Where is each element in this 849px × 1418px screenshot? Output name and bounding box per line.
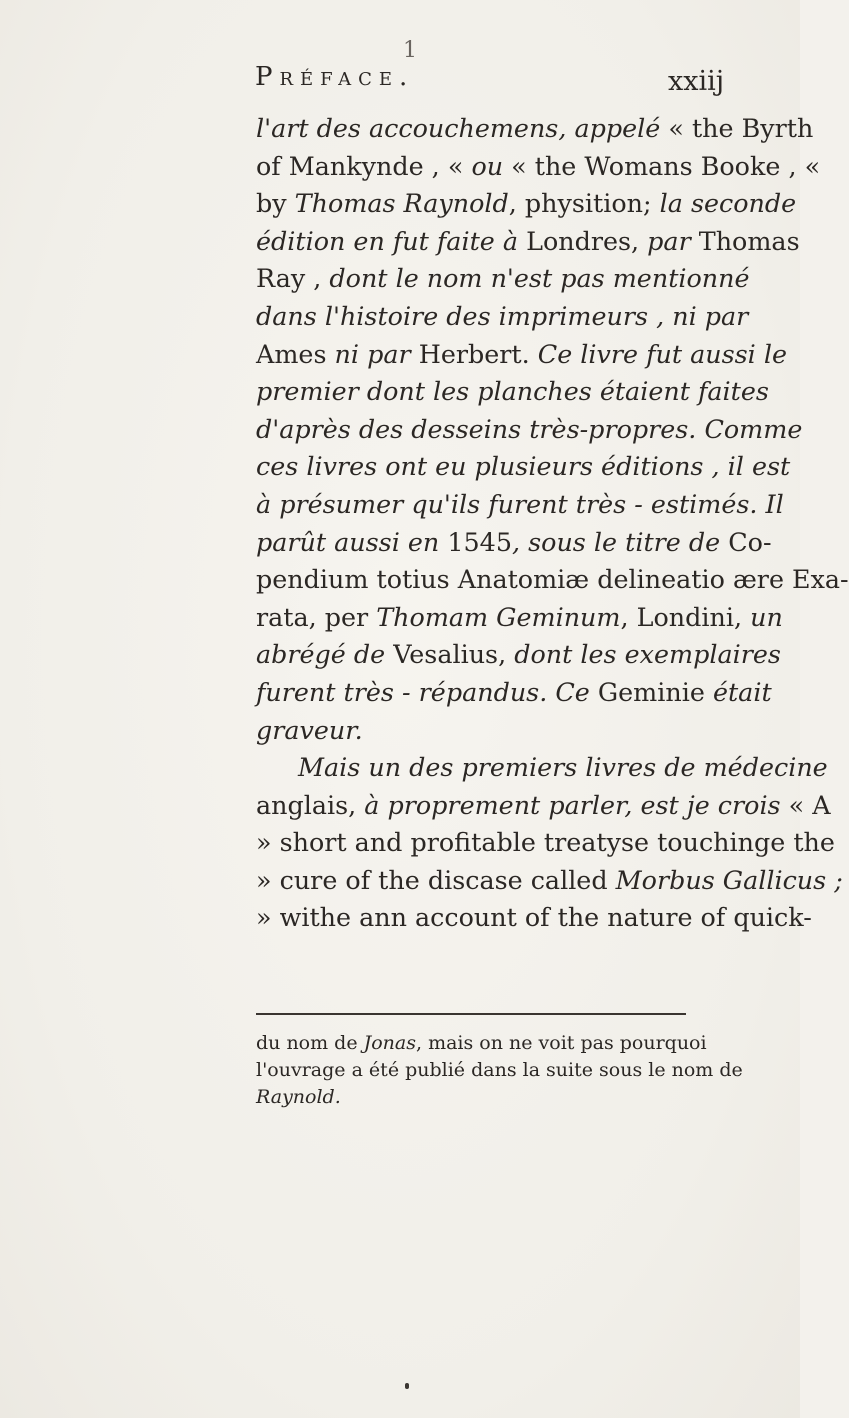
roman-text: rata, per	[256, 601, 377, 632]
roman-text: « the Byrth	[668, 113, 814, 143]
italic-text: ou	[471, 150, 504, 181]
roman-text: Co-	[728, 526, 772, 557]
body-line	[256, 824, 835, 862]
roman-text: Ray ,	[256, 263, 330, 294]
roman-text: » short and profitable treatyse touchinge the	[256, 827, 835, 858]
ink-speck	[405, 1383, 409, 1389]
footnote-line	[256, 1084, 686, 1111]
italic-text: à proprement parler, est je crois	[364, 789, 781, 820]
roman-text: l'ouvrage a été publié dans la suite sous le nom de	[256, 1059, 743, 1081]
roman-text: anglais,	[256, 789, 365, 820]
body-line	[256, 298, 749, 336]
body-line	[256, 524, 772, 562]
italic-text: à présumer qu'ils furent très - estimés. Il	[256, 488, 784, 519]
italic-text: la seconde	[659, 188, 797, 219]
body-line	[256, 148, 821, 186]
body-line	[256, 599, 783, 637]
body-line	[256, 561, 849, 599]
italic-text: ni par	[334, 338, 411, 369]
roman-text: , Londini,	[620, 601, 751, 632]
italic-text: l'art des accouchemens, appelé	[256, 113, 669, 143]
italic-text: graveur.	[256, 714, 363, 745]
roman-text: Geminie	[597, 676, 713, 707]
body-line	[256, 712, 686, 750]
italic-text: Thomas Raynold	[294, 188, 509, 219]
italic-text: un	[750, 601, 783, 632]
body-line	[256, 336, 788, 374]
italic-text: dans l'histoire des imprimeurs , ni par	[256, 300, 749, 331]
roman-text: « the Womans Booke , «	[503, 150, 821, 181]
roman-text: , physition;	[508, 188, 660, 219]
body-line	[256, 787, 831, 825]
body-line	[256, 260, 750, 298]
body-line	[256, 448, 791, 486]
italic-text: furent très - répandus. Ce	[256, 676, 598, 707]
roman-text: » withe ann account of the nature of quick-	[256, 902, 812, 933]
body-line	[256, 110, 814, 148]
footnote-line	[256, 1030, 707, 1057]
italic-text: parût aussi en	[256, 526, 448, 557]
roman-text: Londres,	[526, 225, 648, 256]
italic-text: d'après des desseins très-propres. Comme	[256, 413, 803, 444]
roman-text: 1545	[447, 526, 512, 557]
italic-text: Jonas	[363, 1032, 416, 1054]
page-header	[0, 62, 800, 102]
roman-text: Thomas	[690, 225, 800, 256]
italic-text: ces livres ont eu plusieurs éditions , il est	[256, 451, 791, 482]
top-mark: 1	[403, 38, 417, 63]
roman-text: pendium totius Anatomiæ delineatio ære Exa-	[256, 564, 849, 595]
roman-text: Herbert.	[410, 338, 538, 369]
footnote	[256, 1030, 743, 1111]
body-line	[256, 862, 843, 900]
italic-text: Thomam Geminum	[376, 601, 621, 632]
italic-text: était	[712, 676, 772, 707]
italic-text: Ce livre fut aussi le	[537, 338, 788, 369]
italic-text: par	[647, 225, 691, 256]
body-line	[256, 749, 828, 787]
italic-text: Mais un des premiers livres de médecine	[298, 752, 828, 783]
italic-text: dont les exemplaires	[514, 639, 781, 670]
roman-text: » cure of the discase called	[256, 864, 616, 895]
body-line	[256, 223, 800, 261]
italic-text: édition en fut faite à	[256, 225, 527, 256]
italic-text: Morbus Gallicus ;	[615, 864, 843, 895]
running-title: Préface.	[255, 62, 415, 92]
body-line	[256, 486, 784, 524]
roman-text: « A	[780, 789, 831, 820]
roman-text: of Mankynde , «	[256, 150, 472, 181]
footnote-rule	[256, 1013, 686, 1015]
italic-text: abrégé de	[256, 639, 394, 670]
body-line	[256, 373, 769, 411]
roman-text: by	[256, 188, 295, 219]
body-line	[256, 674, 772, 712]
footnote-line	[256, 1057, 743, 1084]
body-line	[256, 185, 797, 223]
body-line	[256, 411, 803, 449]
body-line	[256, 899, 812, 937]
body-line	[256, 636, 781, 674]
roman-text: du nom de	[256, 1032, 364, 1054]
italic-text: premier dont les planches étaient faites	[256, 376, 769, 407]
italic-text: dont le nom n'est pas mentionné	[329, 263, 750, 294]
main-text	[256, 110, 849, 937]
roman-text: , mais on ne voit pas pourquoi	[416, 1032, 707, 1054]
roman-text: Vesalius,	[393, 639, 515, 670]
roman-text: Ames	[256, 338, 335, 369]
italic-text: Raynold.	[256, 1086, 341, 1108]
page-number: xxiij	[668, 66, 725, 97]
italic-text: , sous le titre de	[511, 526, 729, 557]
